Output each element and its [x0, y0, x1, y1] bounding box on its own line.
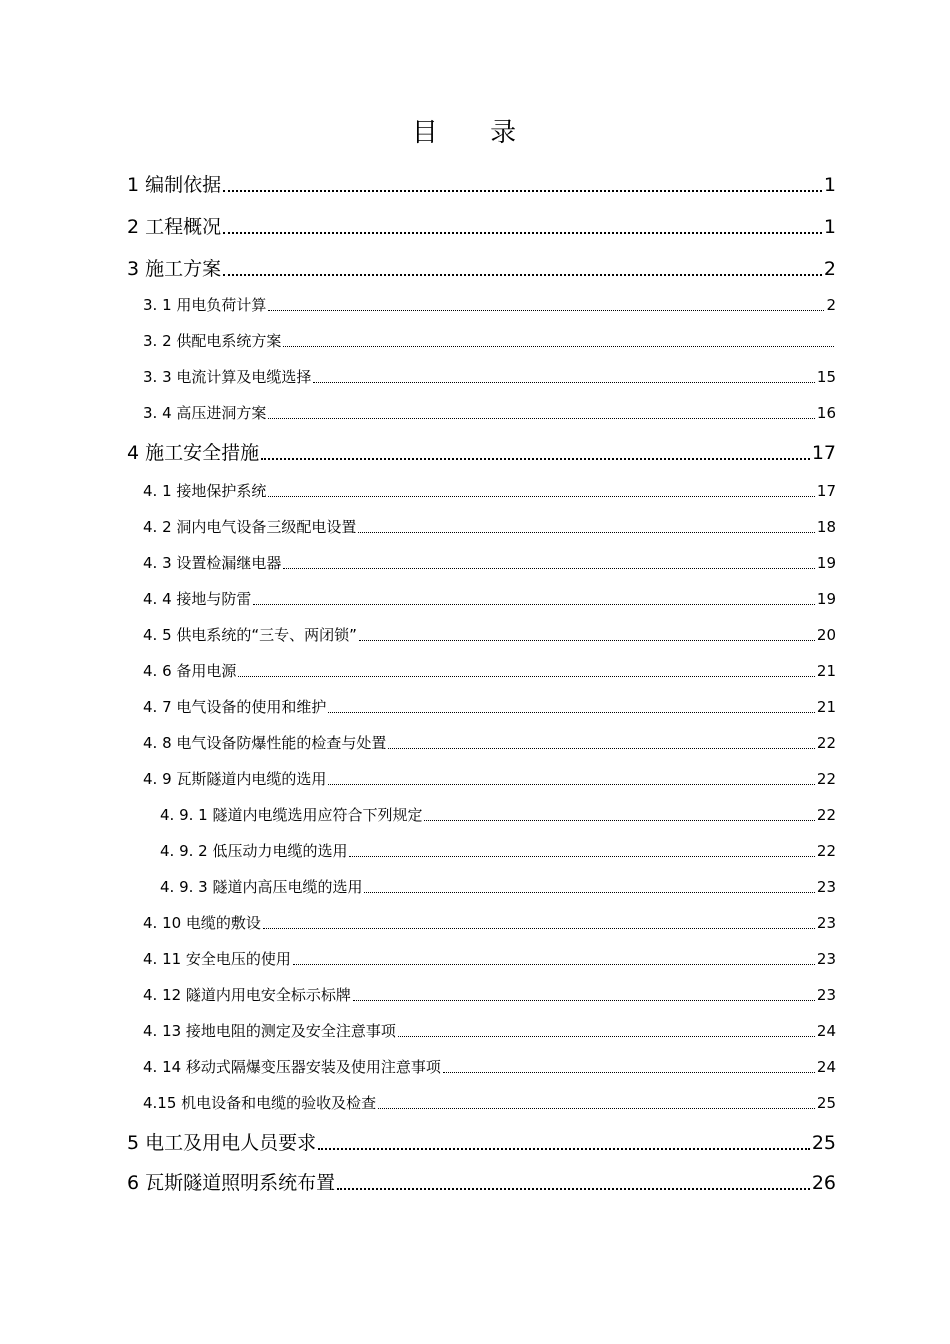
toc-dot-leader: [328, 711, 815, 713]
toc-entry-label: 4. 13 接地电阻的测定及安全注意事项: [143, 1022, 396, 1040]
toc-entry-label: 4. 12 隧道内用电安全标示标牌: [143, 986, 351, 1004]
toc-entry-label: 4. 10 电缆的敷设: [143, 914, 261, 932]
toc-entry-page: 18: [816, 518, 836, 536]
toc-entry[interactable]: [143, 366, 836, 387]
toc-entry-page: 23: [816, 950, 836, 968]
toc-entry[interactable]: [143, 330, 836, 351]
toc-dot-leader: [318, 1147, 810, 1150]
toc-entry-label: 4. 6 备用电源: [143, 662, 237, 680]
toc-dot-leader: [328, 783, 815, 785]
toc-entry[interactable]: [143, 696, 836, 717]
toc-dot-leader: [359, 639, 815, 641]
toc-entry-label: 4. 8 电气设备防爆性能的检查与处置: [143, 734, 387, 752]
toc-entry-page: 16: [816, 404, 836, 422]
toc-entry-page: 24: [816, 1058, 836, 1076]
toc-entry-label: 4.15 机电设备和电缆的验收及检查: [143, 1094, 377, 1112]
toc-dot-leader: [337, 1187, 810, 1190]
toc-dot-leader: [364, 891, 814, 893]
toc-entry-page: 2: [823, 258, 836, 280]
toc-dot-leader: [353, 999, 815, 1001]
toc-entry[interactable]: [143, 1020, 836, 1041]
toc-dot-leader: [263, 927, 815, 929]
toc-entry-label: 4. 2 洞内电气设备三级配电设置: [143, 518, 357, 536]
toc-entry-label: 3. 1 用电负荷计算: [143, 296, 267, 314]
toc-entry-page: 26: [811, 1172, 836, 1194]
toc-entry-label: 4. 9. 3 隧道内高压电缆的选用: [160, 878, 363, 896]
toc-dot-leader: [283, 345, 834, 347]
toc-entry[interactable]: [143, 948, 836, 969]
toc-entry-label: 3. 3 电流计算及电缆选择: [143, 368, 312, 386]
toc-dot-leader: [261, 457, 810, 460]
page-title: 目 录: [411, 118, 539, 148]
toc-dot-leader: [268, 417, 815, 419]
toc-entry-page: 2: [826, 296, 836, 314]
toc-dot-leader: [223, 189, 822, 192]
toc-dot-leader: [358, 531, 815, 533]
toc-dot-leader: [378, 1107, 815, 1109]
toc-entry-label: 2 工程概况: [127, 216, 222, 238]
toc-entry-page: 17: [816, 482, 836, 500]
toc-entry-label: 4. 4 接地与防雷: [143, 590, 252, 608]
toc-entry-label: 4. 5 供电系统的“三专、两闭锁”: [143, 626, 357, 644]
toc-entry[interactable]: [160, 840, 836, 861]
toc-entry[interactable]: [143, 294, 836, 315]
toc-entry-label: 4. 11 安全电压的使用: [143, 950, 291, 968]
toc-entry-label: 4. 14 移动式隔爆变压器安装及使用注意事项: [143, 1058, 441, 1076]
toc-entry-label: 4. 9 瓦斯隧道内电缆的选用: [143, 770, 327, 788]
toc-entry[interactable]: [127, 170, 836, 197]
toc-entry-label: 4. 7 电气设备的使用和维护: [143, 698, 327, 716]
toc-entry-page: 22: [816, 734, 836, 752]
toc-entry-label: 6 瓦斯隧道照明系统布置: [127, 1172, 336, 1194]
toc-entry-page: 23: [816, 914, 836, 932]
toc-dot-leader: [443, 1071, 815, 1073]
toc-entry-page: 20: [816, 626, 836, 644]
toc-entry[interactable]: [143, 624, 836, 645]
toc-dot-leader: [293, 963, 815, 965]
toc-entry-page: 19: [816, 554, 836, 572]
toc-entry-page: 23: [816, 986, 836, 1004]
toc-entry-page: 22: [816, 806, 836, 824]
toc-entry-page: 23: [816, 878, 836, 896]
toc-entry-page: 1: [823, 174, 836, 196]
toc-entry-page: 19: [816, 590, 836, 608]
toc-dot-leader: [268, 309, 824, 311]
toc-dot-leader: [283, 567, 815, 569]
toc-dot-leader: [424, 819, 814, 821]
toc-entry[interactable]: [143, 984, 836, 1005]
toc-entry[interactable]: [143, 1092, 836, 1113]
toc-entry-page: 1: [823, 216, 836, 238]
toc-dot-leader: [268, 495, 815, 497]
toc-entry-page: 25: [811, 1132, 836, 1154]
toc-entry-label: 4. 9. 1 隧道内电缆选用应符合下列规定: [160, 806, 423, 824]
toc-entry[interactable]: [143, 552, 836, 573]
toc-dot-leader: [223, 231, 822, 234]
toc-dot-leader: [253, 603, 815, 605]
toc-entry[interactable]: [143, 732, 836, 753]
toc-entry-page: 17: [811, 442, 836, 464]
toc-entry-label: 4. 1 接地保护系统: [143, 482, 267, 500]
toc-entry-label: 4 施工安全措施: [127, 442, 260, 464]
toc-entry-label: 1 编制依据: [127, 174, 222, 196]
toc-dot-leader: [398, 1035, 815, 1037]
toc-entry[interactable]: [143, 480, 836, 501]
toc-entry[interactable]: [143, 912, 836, 933]
toc-entry-label: 3 施工方案: [127, 258, 222, 280]
toc-entry[interactable]: [127, 1168, 836, 1195]
toc-dot-leader: [223, 273, 822, 276]
toc-entry-page: 21: [816, 698, 836, 716]
toc-entry[interactable]: [143, 660, 836, 681]
toc-entry-page: 21: [816, 662, 836, 680]
toc-entry[interactable]: [143, 768, 836, 789]
toc-dot-leader: [388, 747, 815, 749]
toc-entry[interactable]: [127, 212, 836, 239]
toc-dot-leader: [349, 855, 814, 857]
toc-dot-leader: [238, 675, 815, 677]
toc-entry[interactable]: [143, 588, 836, 609]
toc-entry[interactable]: [160, 804, 836, 825]
toc-dot-leader: [313, 381, 815, 383]
toc-entry-page: 15: [816, 368, 836, 386]
toc-entry-label: 3. 2 供配电系统方案: [143, 332, 282, 350]
toc-entry-page: 22: [816, 842, 836, 860]
toc-entry[interactable]: [143, 402, 836, 423]
toc-entry[interactable]: [127, 438, 836, 465]
toc-entry-label: 4. 9. 2 低压动力电缆的选用: [160, 842, 348, 860]
toc-entry-page: 22: [816, 770, 836, 788]
toc-entry-label: 3. 4 高压进洞方案: [143, 404, 267, 422]
toc-entry[interactable]: [143, 1056, 836, 1077]
toc-entry[interactable]: [160, 876, 836, 897]
toc-entry[interactable]: [127, 254, 836, 281]
toc-entry-label: 4. 3 设置检漏继电器: [143, 554, 282, 572]
toc-entry[interactable]: [143, 516, 836, 537]
toc-entry-page: 25: [816, 1094, 836, 1112]
toc-entry-label: 5 电工及用电人员要求: [127, 1132, 317, 1154]
toc-entry[interactable]: [127, 1128, 836, 1155]
toc-entry-page: 24: [816, 1022, 836, 1040]
